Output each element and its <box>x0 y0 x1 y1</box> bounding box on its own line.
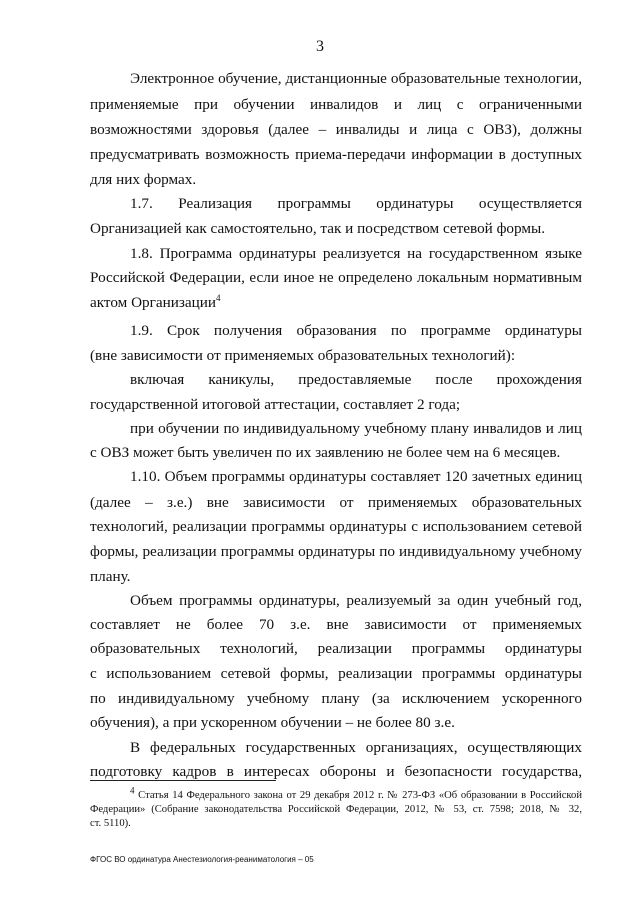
text-line: 1.7. Реализация программы ординатуры осуществляется <box>130 195 582 212</box>
page-footer: ФГОС ВО ординатура Анестезиология-реаниматология – 05 <box>90 855 314 864</box>
text-line: по индивидуальному учебному плану (за исключением ускоренного <box>90 690 582 707</box>
text-line: 1.10. Объем программы ординатуры составляет 120 зачетных единиц <box>130 468 582 485</box>
text-line: плану. <box>90 568 131 585</box>
text-line: при обучении по индивидуальному учебному плану инвалидов и лиц <box>130 420 582 437</box>
text-line: Объем программы ординатуры, реализуемый за один учебный год, <box>130 592 582 609</box>
text-line: (далее – з.е.) вне зависимости от применяемых образовательных <box>90 494 582 511</box>
text-line: В федеральных государственных организациях, осуществляющих <box>130 739 582 756</box>
text-line: подготовку кадров в интересах обороны и безопасности государства, <box>90 763 582 780</box>
text-line: (вне зависимости от применяемых образовательных технологий): <box>90 347 516 364</box>
text-line: Организацией как самостоятельно, так и посредством сетевой формы. <box>90 220 545 237</box>
text-line: предусматривать возможность приема-передачи информации в доступных <box>90 146 582 163</box>
text-line: применяемые при обучении инвалидов и лиц с ограниченными <box>90 96 582 113</box>
text-line: государственной итоговой аттестации, составляет 2 года; <box>90 396 461 413</box>
footnote-line: Федерации» (Собрание законодательства Российской Федерации, 2012, № 53, ст. 7598; 2018, № 32, <box>90 804 582 815</box>
text-line: возможностями здоровья (далее – инвалиды и лица с ОВЗ), должны <box>90 121 582 138</box>
text-line: включая каникулы, предоставляемые после прохождения <box>130 371 582 388</box>
text-line: обучения), а при ускоренном обучении – не более 80 з.е. <box>90 714 455 731</box>
footnote-line: ст. 5110). <box>90 818 131 829</box>
text-line: с использованием сетевой формы, реализации программы ординатуры <box>90 665 582 682</box>
footnote-marker: 4 <box>130 785 135 796</box>
text-line: с ОВЗ может быть увеличен по их заявлению не более чем на 6 месяцев. <box>90 444 561 461</box>
text-line: технологий, реализации программы ординатуры с использованием сетевой <box>90 518 582 535</box>
text-line: формы, реализации программы ординатуры по индивидуальному учебному <box>90 543 582 560</box>
page-number: 3 <box>316 38 324 55</box>
text-line: составляет не более 70 з.е. вне зависимости от применяемых <box>90 616 582 633</box>
text-line: 1.9. Срок получения образования по программе ординатуры <box>130 322 582 339</box>
text-line: Российской Федерации, если иное не определено локальным нормативным <box>90 269 582 286</box>
text-line: 1.8. Программа ординатуры реализуется на государственном языке <box>130 245 582 262</box>
text-line: образовательных технологий, реализации программы ординатуры <box>90 640 582 657</box>
footnote-separator <box>90 780 276 781</box>
text-line: актом Организации$^4$ <box>90 292 221 311</box>
footnote-line: $^4$ Статья 14 Федерального закона от 29 декабря 2012 г. № 273-ФЗ «Об образовании в Российской <box>130 785 582 801</box>
text-line: для них формах. <box>90 171 197 188</box>
text-line: Электронное обучение, дистанционные образовательные технологии, <box>130 70 582 87</box>
footnote-reference: 4 <box>215 292 221 303</box>
